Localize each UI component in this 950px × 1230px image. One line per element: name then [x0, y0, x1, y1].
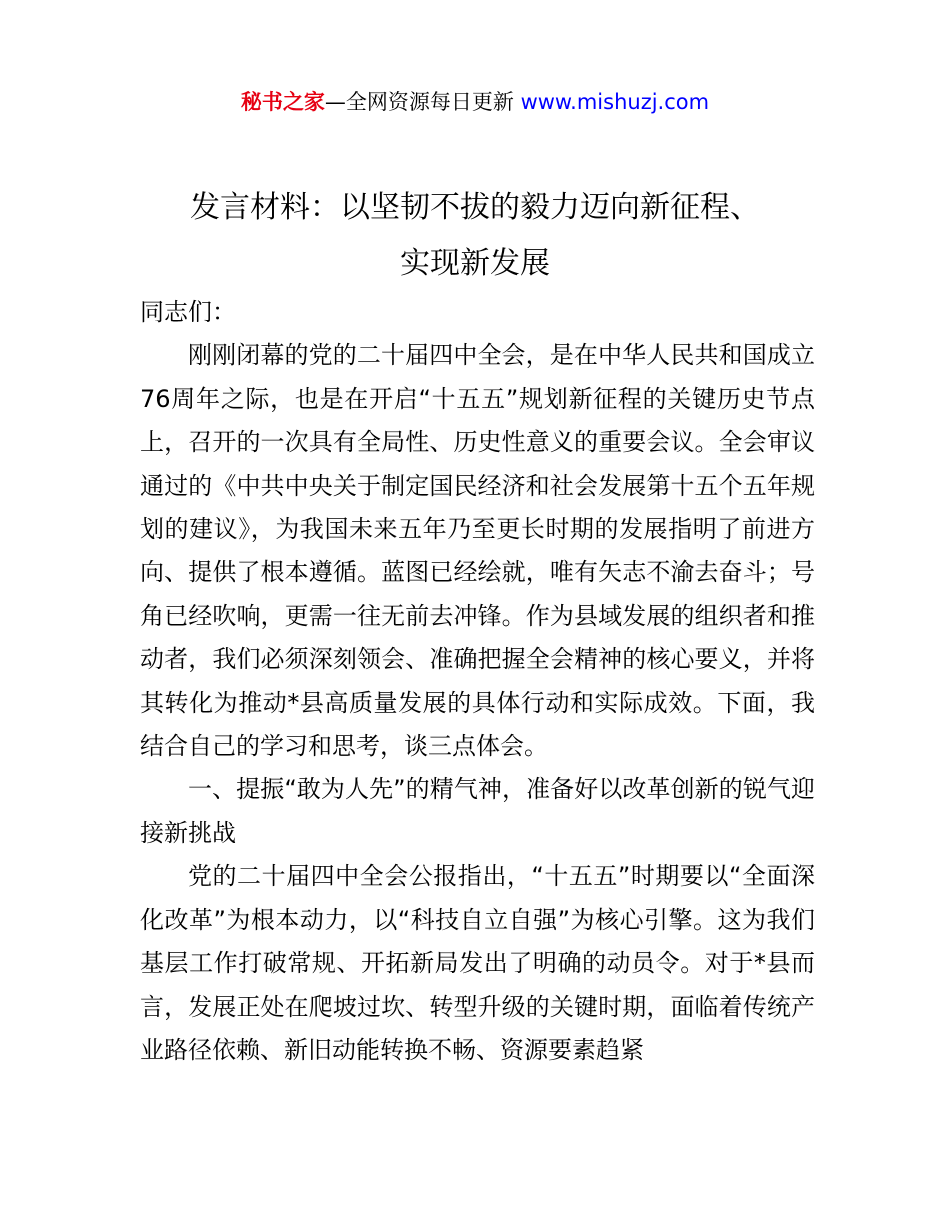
site-header — [0, 86, 950, 118]
document-title-line-2: 实现新发展 — [400, 246, 550, 281]
document-title-line-1: 发言材料：以坚韧不拔的毅力迈向新征程、 — [190, 190, 760, 225]
document-body — [140, 291, 815, 1072]
site-brand: 秘书之家 — [240, 90, 325, 114]
document-title — [0, 180, 950, 292]
salutation: 同志们： — [140, 298, 236, 326]
site-tagline: —全网资源每日更新 — [324, 90, 514, 114]
section-heading-1: 一、提振“敢为人先”的精气神，准备好以改革创新的锐气迎接新挑战 — [140, 775, 815, 847]
site-url-link[interactable]: www.mishuzj.com — [520, 90, 710, 114]
paragraph-section-1: 党的二十届四中全会公报指出，“十五五”时期要以“全面深化改革”为根本动力，以“科技自立自强”为核心引擎。这为我们基层工作打破常规、开拓新局发出了明确的动员令。对于*县而言，发展正处在爬坡过坎、转型升级的关键时期，面临着传统产业路径依赖、新旧动能转换不畅、资源要素趋紧 — [140, 862, 815, 1064]
paragraph-intro: 刚刚闭幕的党的二十届四中全会，是在中华人民共和国成立76周年之际，也是在开启“十五五”规划新征程的关键历史节点上，召开的一次具有全局性、历史性意义的重要会议。全会审议通过的《中共中央关于制定国民经济和社会发展第十五个五年规划的建议》，为我国未来五年乃至更长时期的发展指明了前进方向、提供了根本遵循。蓝图已经绘就，唯有矢志不渝去奋斗；号角已经吹响，更需一往无前去冲锋。作为县域发展的组织者和推动者，我们必须深刻领会、准确把握全会精神的核心要义，并将其转化为推动*县高质量发展的具体行动和实际成效。下面，我结合自己的学习和思考，谈三点体会。 — [140, 341, 815, 761]
